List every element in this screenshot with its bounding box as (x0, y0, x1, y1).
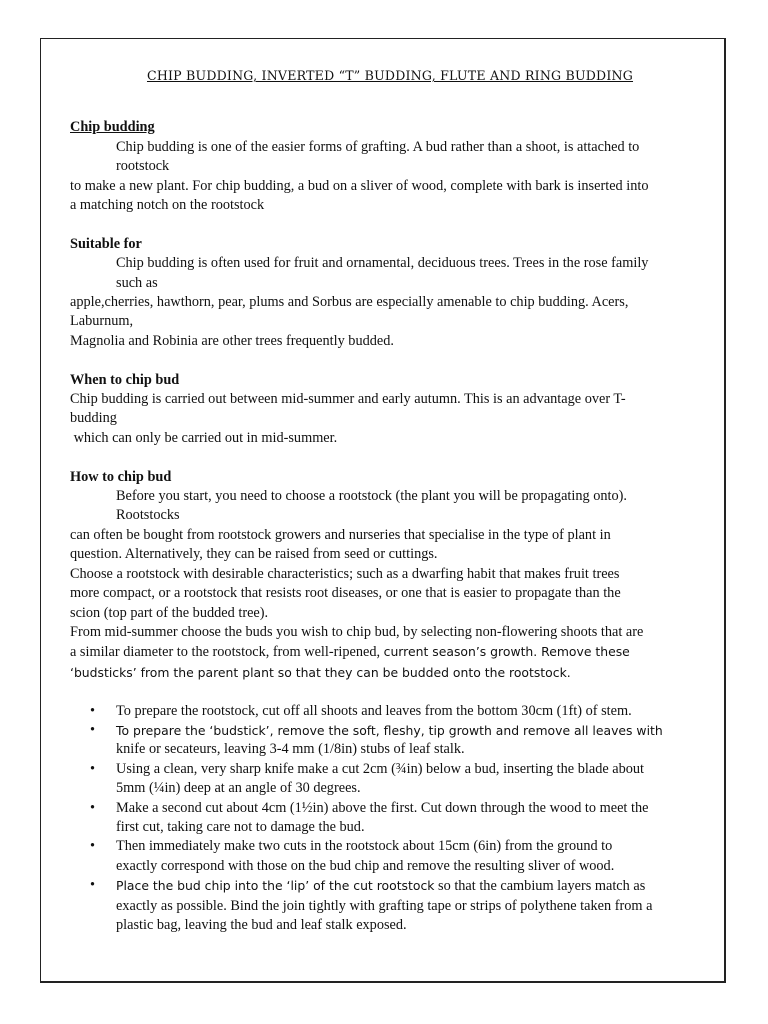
list-item-text: exactly as possible. Bind the join tightly with grafting tape or strips of polythene taken from a (116, 897, 653, 914)
document-body (70, 66, 710, 935)
paragraph-line: From mid-summer choose the buds you wish to chip bud, by selecting non-flowering shoots that are (70, 623, 644, 640)
paragraph-line: Laburnum, (70, 313, 134, 330)
bullet-icon: • (90, 721, 96, 738)
heading-how-to-chip-bud: How to chip bud (70, 468, 172, 485)
paragraph-line (70, 642, 710, 662)
paragraph-line: ‘budsticks’ from the parent plant so that they can be budded onto the rootstock. (70, 664, 571, 680)
bullet-icon: • (90, 799, 96, 816)
list-item (70, 876, 710, 935)
paragraph-line: Magnolia and Robinia are other trees frequently budded. (70, 332, 394, 349)
list-item-text: Using a clean, very sharp knife make a cut 2cm (¾in) below a bud, inserting the blade about (116, 760, 645, 777)
paragraph-line: Rootstocks (116, 507, 180, 524)
bullet-icon: • (90, 760, 96, 777)
bullet-icon: • (90, 702, 96, 719)
list-item-text: knife or secateurs, leaving 3-4 mm (1/8in) stubs of leaf stalk. (116, 741, 465, 758)
paragraph-line: apple,cherries, hawthorn, pear, plums and Sorbus are especially amenable to chip budding. Acers, (70, 294, 629, 311)
list-item (70, 702, 710, 721)
list-item-text-part: Place the bud chip into the ‘lip’ of the cut rootstock (116, 878, 435, 894)
paragraph-line: Chip budding is carried out between mid-summer and early autumn. This is an advantage over T- (70, 391, 626, 408)
paragraph-line: which can only be carried out in mid-summer. (70, 429, 338, 446)
list-item (70, 837, 710, 876)
paragraph-line: can often be bought from rootstock growers and nurseries that specialise in the type of plant in (70, 526, 611, 543)
paragraph-line: Chip budding is one of the easier forms of grafting. A bud rather than a shoot, is attached to (116, 138, 640, 155)
paragraph-line: question. Alternatively, they can be raised from seed or cuttings. (70, 546, 438, 563)
paragraph-line: Before you start, you need to choose a rootstock (the plant you will be propagating onto). (116, 488, 627, 505)
paragraph-line: Chip budding is often used for fruit and ornamental, deciduous trees. Trees in the rose family (116, 255, 649, 272)
heading-suitable-for: Suitable for (70, 235, 142, 252)
list-item-text (116, 876, 710, 896)
heading-chip-budding: Chip budding (70, 119, 155, 136)
paragraph-text: a similar diameter to the rootstock, from well-ripened, (70, 644, 384, 661)
list-item (70, 760, 710, 799)
paragraph-line: rootstock (116, 158, 170, 175)
list-item-text-part: so that the cambium layers match as (434, 878, 646, 895)
paragraph-text: current season’s growth. Remove these (383, 644, 630, 660)
list-item (70, 799, 710, 838)
paragraph-line: such as (116, 274, 158, 291)
list-item-text: To prepare the rootstock, cut off all shoots and leaves from the bottom 30cm (1ft) of stem. (116, 702, 632, 719)
steps-list (70, 702, 710, 936)
list-item-text: first cut, taking care not to damage the bud. (116, 818, 365, 835)
bullet-icon: • (90, 877, 96, 894)
list-item-text: Then immediately make two cuts in the rootstock about 15cm (6in) from the ground to (116, 838, 613, 855)
paragraph-line: to make a new plant. For chip budding, a bud on a sliver of wood, complete with bark is inserted into (70, 177, 649, 194)
paragraph-line: budding (70, 410, 117, 427)
document-title: CHIP BUDDING, INVERTED “T” BUDDING, FLUTE AND RING BUDDING (146, 68, 634, 83)
list-item-text: To prepare the ‘budstick’, remove the soft, fleshy, tip growth and remove all leaves with (116, 722, 663, 738)
paragraph-line: more compact, or a rootstock that resists root diseases, or one that is easier to propagate than the (70, 585, 621, 602)
list-item (70, 721, 710, 760)
list-item-text: Make a second cut about 4cm (1½in) above the first. Cut down through the wood to meet the (116, 799, 649, 816)
list-item-text: exactly correspond with those on the bud chip and remove the resulting sliver of wood. (116, 857, 615, 874)
paragraph-line: scion (top part of the budded tree). (70, 604, 269, 621)
list-item-text: plastic bag, leaving the bud and leaf stalk exposed. (116, 917, 407, 933)
paragraph-line: Choose a rootstock with desirable characteristics; such as a dwarfing habit that makes fruit trees (70, 565, 620, 582)
paragraph-line: a matching notch on the rootstock (70, 197, 265, 214)
bullet-icon: • (90, 838, 96, 855)
heading-when-to-chip-bud: When to chip bud (70, 371, 180, 388)
list-item-text: 5mm (¼in) deep at an angle of 30 degrees. (116, 780, 361, 797)
